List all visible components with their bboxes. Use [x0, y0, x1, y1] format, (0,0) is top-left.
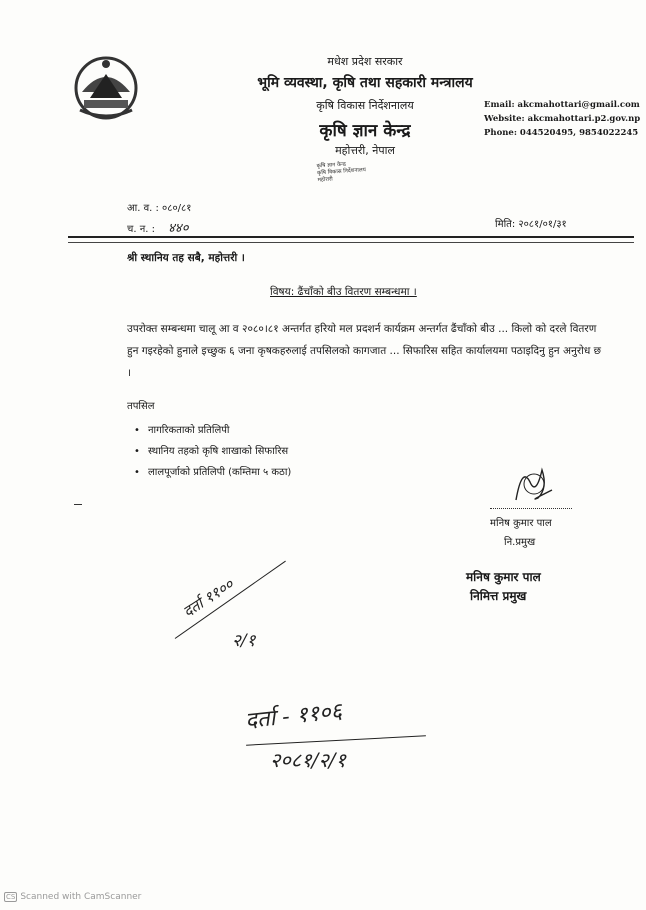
letter-date: मिति: २०८१/०१/३१ — [495, 219, 567, 230]
camscanner-watermark: CS Scanned with CamScanner — [6, 892, 142, 902]
handwritten-note: २०८१/२/१ — [270, 748, 346, 772]
contact-website: Website: akcmahottari.p2.gov.np — [484, 114, 641, 124]
handwritten-note: दर्ता - ११०६ — [244, 698, 344, 734]
attachments-list — [148, 420, 291, 483]
nepal-emblem-icon — [70, 52, 142, 120]
dispatch-value: ४४० — [168, 221, 189, 236]
contact-phone: Phone: 044520495, 9854022245 — [484, 128, 639, 138]
letter-body: उपरोक्त सम्बन्धमा चालू आ व २०८०।८१ अन्तर्गत हरियो मल प्रदशर्न कार्यक्रम अन्तर्गत ढैंचाँको बीउ ... किलो को दरले वितरण हुन गइरहेको हुनाले इच्छुक ६ जना कृषकहरुलाई तपसिलको कागजात ... सिफारिस सहित कार्यालयमा पठाइदिनु हुन अनुरोध छ । — [127, 323, 601, 379]
signatory-stamp-name: मनिष कुमार पाल — [466, 570, 541, 584]
subject-line: विषय: ढैंचाँको बीउ वितरण सम्बन्धमा । — [270, 286, 417, 298]
camscanner-logo-icon: CS — [6, 893, 16, 901]
fiscal-year: आ. व. : ०८०/८१ — [127, 203, 192, 214]
directorate-name: कृषि विकास निर्देशनालय — [316, 99, 414, 112]
margin-mark — [74, 504, 82, 505]
center-name: कृषि ज्ञान केन्द्र — [319, 121, 411, 141]
header-rule — [68, 236, 634, 238]
handwritten-stroke — [246, 735, 426, 745]
attachments-heading: तपसिल — [127, 401, 155, 412]
dispatch-number: च. न. : ४४० — [127, 221, 189, 236]
signatory-title: नि.प्रमुख — [504, 537, 536, 548]
list-item: • स्थानिय तहको कृषि शाखाको सिफारिस — [148, 441, 291, 462]
recipient: श्री स्थानिय तह सबै, महोत्तरी । — [127, 252, 245, 264]
province-name: मधेश प्रदेश सरकार — [327, 55, 403, 68]
signature-line — [490, 508, 572, 509]
handwritten-note: २/१ — [232, 631, 256, 651]
signature-scribble — [508, 462, 558, 506]
office-stamp: कृषि ज्ञान केन्द्र कृषि विकास निर्देशनालय महोत्तरी — [316, 161, 367, 184]
list-item: • नागरिकताको प्रतिलिपी — [148, 420, 291, 441]
signatory-stamp-title: निमित्त प्रमुख — [470, 589, 527, 603]
center-location: महोत्तरी, नेपाल — [335, 144, 395, 157]
signatory-name: मनिष कुमार पाल — [490, 518, 552, 529]
list-item: • लालपूर्जाको प्रतिलिपी (कम्तिमा ५ कठा) — [148, 462, 291, 483]
contact-email: Email: akcmahottari@gmail.com — [484, 100, 640, 110]
header-rule-thin — [68, 242, 634, 243]
handwritten-note: दर्ता ११०० — [179, 575, 237, 621]
ministry-name: भूमि व्यवस्था, कृषि तथा सहकारी मन्त्रालय — [257, 75, 473, 91]
